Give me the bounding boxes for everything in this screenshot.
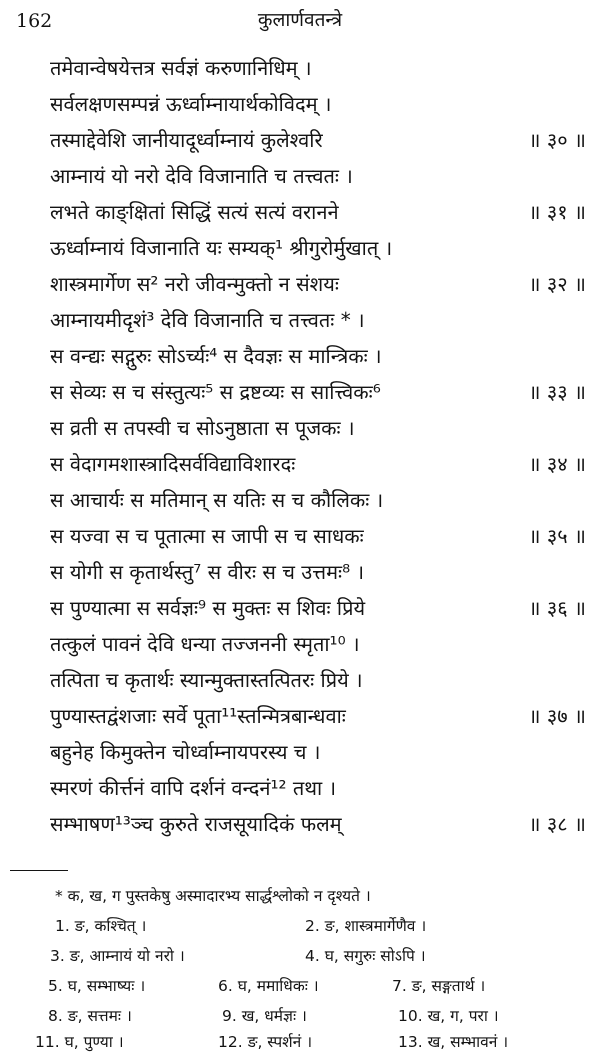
verse-text: स आचार्यः स मतिमान् स यतिः स च कौलिकः । (50, 488, 384, 512)
footnote-entry: 4. घ, सगुरुः सोऽपि । (305, 947, 426, 965)
verse-text: स्मरणं कीर्त्तनं वापि दर्शनं वन्दनं¹² तथा । (50, 776, 337, 800)
verse-line (50, 338, 590, 374)
verse-line (50, 698, 590, 734)
verse-text: तत्पिता च कृतार्थः स्यान्मुक्तास्तत्पितरः प्रिये । (50, 668, 363, 692)
verse-line (50, 410, 590, 446)
verse-line (50, 122, 590, 158)
footnote-divider (10, 870, 68, 871)
footnote-entry: 8. ङ, सत्तमः । (48, 1007, 132, 1025)
page-number: 162 (16, 10, 53, 32)
footnote-entry: 5. घ, सम्भाष्यः । (48, 977, 146, 995)
running-title: कुलार्णवतन्त्रे (257, 9, 343, 31)
verse-line (50, 626, 590, 662)
verse-line (50, 50, 590, 86)
footnote-entry: 2. ङ, शास्त्रमार्गेणैव । (305, 917, 427, 935)
verse-text: ऊर्ध्वाम्नायं विजानाति यः सम्यक्¹ श्रीगुरोर्मुखात् । (50, 236, 393, 260)
footnote-entry: 1. ङ, कश्चित् । (55, 917, 147, 935)
verse-text: स सेव्यः स च संस्तुत्यः⁵ स द्रष्टव्यः स सात्त्विकः⁶ (50, 380, 381, 404)
verse-text: स व्रती स तपस्वी च सोऽनुष्ठाता स पूजकः । (50, 416, 355, 440)
footnote-entry: 11. घ, पुण्या । (35, 1033, 124, 1051)
verse-text: लभते काङ्क्षितां सिद्धिं सत्यं सत्यं वरानने (50, 200, 339, 224)
footnote-row (0, 1030, 600, 1060)
verse-text: तमेवान्वेषयेत्तत्र सर्वज्ञं करुणानिधिम् । (50, 56, 312, 80)
verse-line (50, 86, 590, 122)
footnote-star-note: * क, ख, ग पुस्तकेषु अस्मादारभ्य सार्द्धश्लोको न दृश्यते । (55, 887, 371, 905)
footnote-row (0, 944, 600, 974)
footnote-entry: 9. ख, धर्मज्ञः । (222, 1007, 307, 1025)
verse-line (50, 554, 590, 590)
verse-line (50, 518, 590, 554)
verse-text: स वन्द्यः सद्गुरुः सोऽर्च्यः⁴ स दैवज्ञः स मान्त्रिकः । (50, 344, 382, 368)
verse-text: तत्कुलं पावनं देवि धन्या तज्जननी स्मृता¹⁰ । (50, 632, 360, 656)
verse-number: ॥ ३२ ॥ (528, 272, 586, 296)
verse-line (50, 446, 590, 482)
verse-number: ॥ ३८ ॥ (528, 812, 586, 836)
verse-text: सम्भाषण¹³ञ्च कुरुते राजसूयादिकं फलम् (50, 812, 342, 836)
footnote-entry: 12. ङ, स्पर्शनं । (218, 1033, 313, 1051)
verse-line (50, 194, 590, 230)
verse-line (50, 734, 590, 770)
verse-line (50, 266, 590, 302)
verse-number: ॥ ३७ ॥ (528, 704, 586, 728)
verse-text: स वेदागमशास्त्रादिसर्वविद्याविशारदः (50, 452, 296, 476)
footnote-entry: 6. घ, ममाधिकः । (218, 977, 319, 995)
verse-text: आम्नायं यो नरो देवि विजानाति च तत्त्वतः । (50, 164, 353, 188)
verse-line (50, 374, 590, 410)
verse-line (50, 770, 590, 806)
verse-line (50, 230, 590, 266)
verse-line (50, 806, 590, 842)
verse-line (50, 158, 590, 194)
verse-text: तस्माद्देवेशि जानीयादूर्ध्वाम्नायं कुलेश्वरि (50, 128, 323, 152)
verse-text: स योगी स कृतार्थस्तु⁷ स वीरः स च उत्तमः⁸ । (50, 560, 365, 584)
footnote-row (0, 974, 600, 1004)
verse-text: स पुण्यात्मा स सर्वज्ञः⁹ स मुक्तः स शिवः प्रिये (50, 596, 366, 620)
verse-text: शास्त्रमार्गेण स² नरो जीवन्मुक्तो न संशयः (50, 272, 339, 296)
verse-text: स यज्वा स च पूतात्मा स जापी स च साधकः (50, 524, 364, 548)
verse-text: बहुनेह किमुक्तेन चोर्ध्वाम्नायपरस्य च । (50, 740, 321, 764)
footnote-entry: 13. ख, सम्भावनं । (398, 1033, 509, 1051)
verse-number: ॥ ३५ ॥ (528, 524, 586, 548)
footnote-entry: 7. ङ, सङ्गतार्थ । (392, 977, 486, 995)
verse-text: सर्वलक्षणसम्पन्नं ऊर्ध्वाम्नायार्थकोविदम् । (50, 92, 332, 116)
footnote-entry: 3. ङ, आम्नायं यो नरो । (50, 947, 185, 965)
verse-text: पुण्यास्तद्वंशजाः सर्वे पूता¹¹स्तन्मित्रबान्धवाः (50, 704, 346, 728)
verse-number: ॥ ३४ ॥ (528, 452, 586, 476)
verse-number: ॥ ३१ ॥ (528, 200, 586, 224)
verse-line (50, 590, 590, 626)
verse-number: ॥ ३० ॥ (528, 128, 586, 152)
verse-number: ॥ ३६ ॥ (528, 596, 586, 620)
verse-line (50, 302, 590, 338)
verse-line (50, 482, 590, 518)
verse-number: ॥ ३३ ॥ (528, 380, 586, 404)
footnote-row (0, 914, 600, 944)
verse-text: आम्नायमीदृशं³ देवि विजानाति च तत्त्वतः * । (50, 308, 365, 332)
verse-line (50, 662, 590, 698)
footnote-entry: 10. ख, ग, परा । (398, 1007, 499, 1025)
